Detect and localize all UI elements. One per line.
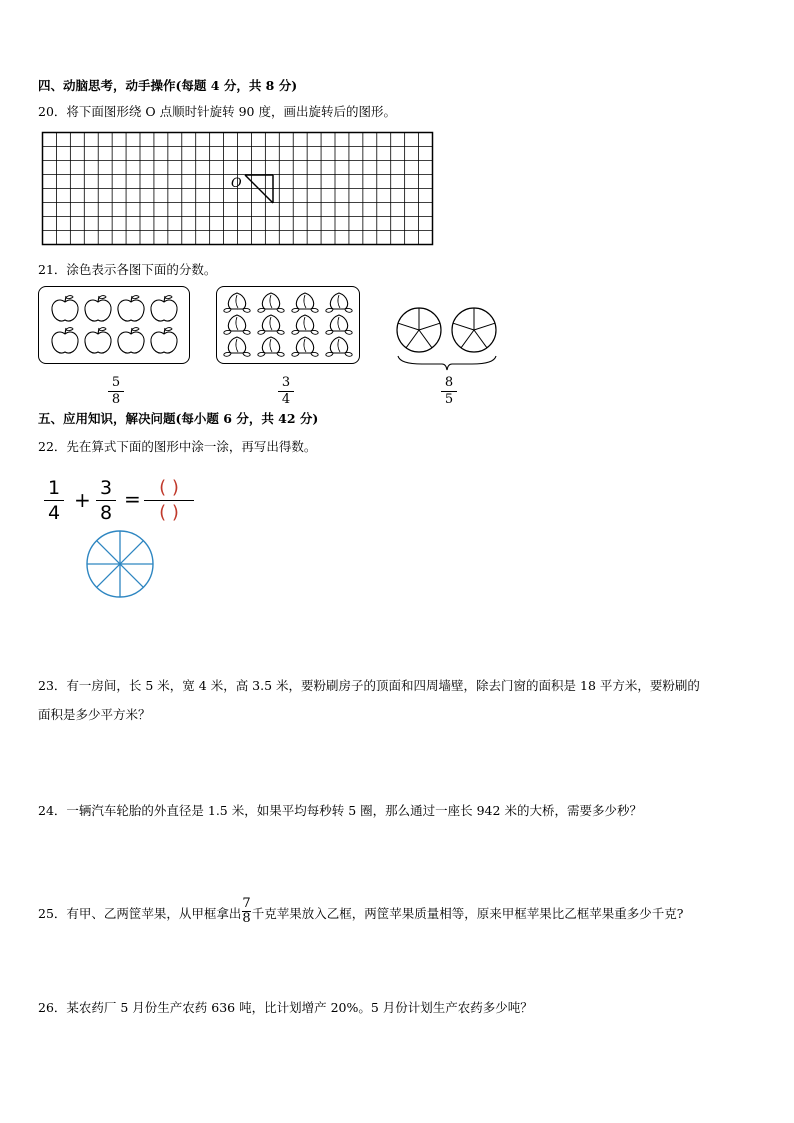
question-26-text: 26．某农药厂 5 月份生产农药 636 吨，比计划增产 20%。5 月份计划生产农药多少吨？ (38, 1000, 533, 1015)
addend-2-denominator: 8 (99, 502, 113, 524)
peach-icon[interactable] (224, 293, 250, 312)
five-part-circle[interactable] (397, 308, 441, 352)
peach-icon[interactable] (292, 315, 318, 334)
peach-icon[interactable] (224, 337, 250, 356)
question-25-text (38, 896, 684, 931)
peach-icon[interactable] (326, 293, 352, 312)
peach-icon[interactable] (258, 315, 284, 334)
apple-icon[interactable] (52, 296, 78, 321)
peaches-fraction (278, 376, 294, 407)
q25-fraction-numerator: 7 (242, 896, 251, 911)
answer-numerator-blank[interactable]: ( ) (159, 477, 179, 498)
apple-icon[interactable] (85, 296, 111, 321)
section-4-heading: 四、动脑思考，动手操作(每题 4 分，共 8 分) (38, 78, 298, 93)
equals-sign: = (124, 487, 141, 511)
peach-icon[interactable] (292, 293, 318, 312)
peach-icon[interactable] (292, 337, 318, 356)
circles-fraction-numerator: 8 (444, 375, 454, 390)
circles-fraction-denominator: 5 (444, 392, 454, 407)
question-25-before: 25．有甲、乙两筐苹果，从甲框拿出 (38, 906, 242, 921)
addend-1-fraction (44, 478, 64, 523)
peaches-fraction-denominator: 4 (281, 392, 291, 407)
peach-icon[interactable] (326, 315, 352, 334)
addend-1-numerator: 1 (47, 477, 61, 499)
eighths-circle[interactable] (84, 528, 158, 600)
peaches-box (216, 286, 360, 364)
answer-denominator-blank[interactable]: ( ) (159, 502, 179, 523)
question-23-line-2: 面积是多少平方米？ (38, 707, 151, 722)
curly-brace (398, 356, 496, 370)
apples-fraction-denominator: 8 (111, 392, 121, 407)
question-23-line-1: 23．有一房间，长 5 米，宽 4 米，高 3.5 米，要粉刷房子的顶面和四周墙壁，除去门窗的面积是 18 平方米，要粉刷的 (38, 678, 700, 693)
apple-icon[interactable] (52, 328, 78, 353)
plus-sign: + (74, 488, 91, 512)
addend-2-fraction (96, 478, 116, 523)
apples-fraction-numerator: 5 (111, 375, 121, 390)
question-22-text: 22．先在算式下面的图形中涂一涂，再写出得数。 (38, 439, 317, 454)
apple-icon[interactable] (118, 328, 144, 353)
apple-icon[interactable] (85, 328, 111, 353)
q25-fraction (242, 898, 250, 925)
apple-icon[interactable] (118, 296, 144, 321)
question-21-text: 21．涂色表示各图下面的分数。 (38, 262, 217, 277)
question-25-after: 千克苹果放入乙框，两筐苹果质量相等，原来甲框苹果比乙框苹果重多少千克? (251, 906, 684, 921)
q25-fraction-denominator: 8 (242, 911, 251, 926)
peach-icon[interactable] (326, 337, 352, 356)
question-24-text: 24．一辆汽车轮胎的外直径是 1.5 米，如果平均每秒转 5 圈，那么通过一座长 942 米的大桥，需要多少秒？ (38, 803, 642, 818)
five-part-circles (392, 300, 502, 372)
apples-box (38, 286, 190, 364)
addend-1-denominator: 4 (47, 502, 61, 524)
apples-fraction (108, 376, 124, 407)
apple-icon[interactable] (151, 328, 177, 353)
apple-icon[interactable] (151, 296, 177, 321)
rotation-grid (40, 130, 436, 248)
peaches-group (217, 287, 359, 363)
question-20-text: 20．将下面图形绕 O 点顺时针旋转 90 度，画出旋转后的图形。 (38, 104, 396, 119)
peach-icon[interactable] (258, 337, 284, 356)
apples-group (39, 287, 189, 363)
point-o-label: O (231, 176, 242, 191)
q22-expression (44, 478, 204, 526)
peach-icon[interactable] (258, 293, 284, 312)
answer-fraction[interactable] (144, 478, 194, 523)
five-part-circle[interactable] (452, 308, 496, 352)
shape-diagonal-edge (245, 175, 273, 203)
peaches-fraction-numerator: 3 (281, 375, 291, 390)
peach-icon[interactable] (224, 315, 250, 334)
circles-fraction (441, 376, 457, 407)
addend-2-numerator: 3 (99, 477, 113, 499)
section-5-heading: 五、应用知识，解决问题(每小题 6 分，共 42 分) (38, 411, 319, 426)
